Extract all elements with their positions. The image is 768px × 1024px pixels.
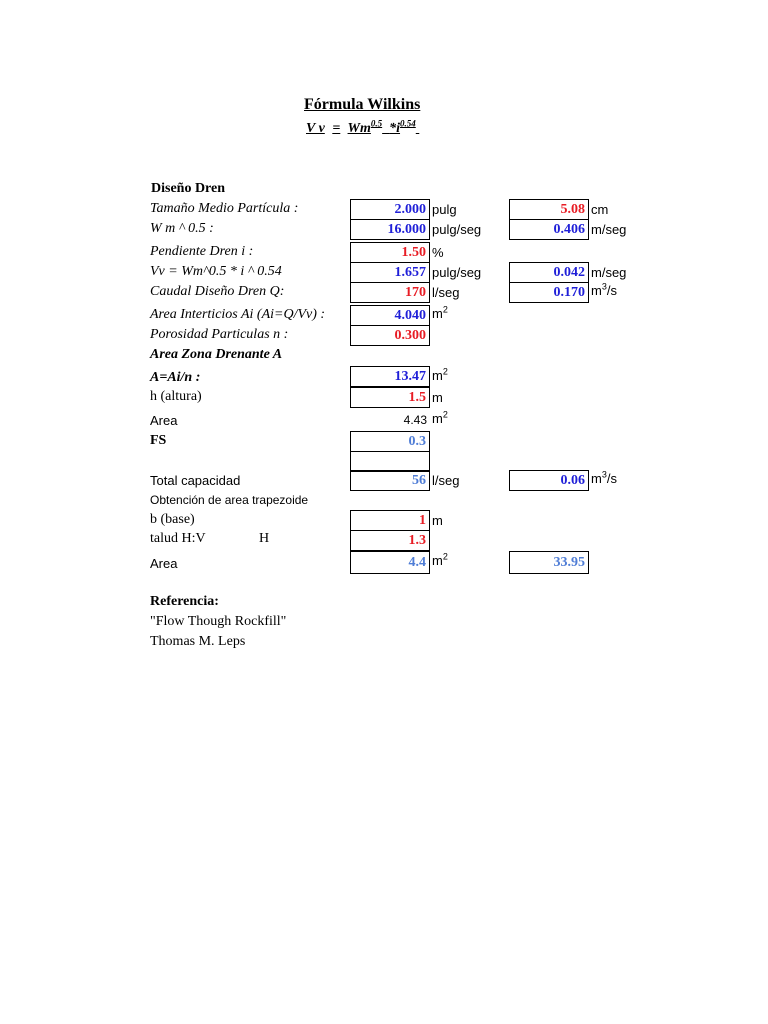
label-obtencion-area: Obtención de area trapezoide bbox=[150, 493, 309, 507]
label-porosidad: Porosidad Particulas n : bbox=[150, 327, 289, 342]
cell-area-trapezoide[interactable]: 4.4 bbox=[350, 551, 430, 574]
cell-vv-mseg[interactable]: 0.042 bbox=[509, 262, 589, 283]
label-pendiente: Pendiente Dren i : bbox=[150, 244, 254, 259]
formula-mult: *i bbox=[389, 121, 401, 136]
cell-area-trapezoide-2[interactable]: 33.95 bbox=[509, 551, 589, 574]
label-a-ai-n: A=Ai/n : bbox=[150, 370, 201, 385]
label-talud: talud H:V bbox=[150, 531, 206, 546]
cell-empty[interactable] bbox=[350, 451, 430, 472]
formula-wm: Wm bbox=[347, 121, 371, 136]
cell-wm-mseg[interactable]: 0.406 bbox=[509, 219, 589, 240]
unit-pulg: pulg bbox=[432, 202, 457, 217]
cell-total-m3s[interactable]: 0.06 bbox=[509, 470, 589, 491]
unit-m2: $m^2$ bbox=[432, 551, 448, 568]
cell-tamano-cm[interactable]: 5.08 bbox=[509, 199, 589, 220]
cell-wm-pulgseg[interactable]: 16.000 bbox=[350, 219, 430, 240]
label-caudal: Caudal Diseño Dren Q: bbox=[150, 284, 285, 299]
cell-b-base[interactable]: 1 bbox=[350, 510, 430, 531]
cell-total-lseg[interactable]: 56 bbox=[350, 470, 430, 491]
unit-m3-s: $m^3/s$ bbox=[591, 469, 617, 486]
unit-pulg-seg: pulg/seg bbox=[432, 222, 482, 237]
unit-cm: cm bbox=[591, 202, 609, 217]
unit-l-seg: l/seg bbox=[432, 285, 460, 300]
cell-pendiente[interactable]: 1.50 bbox=[350, 242, 430, 263]
unit-percent: % bbox=[432, 245, 444, 260]
label-area: Area bbox=[150, 413, 178, 428]
cell-talud[interactable]: 1.3 bbox=[350, 530, 430, 551]
cell-tamano-pulg[interactable]: 2.000 bbox=[350, 199, 430, 220]
referencia-heading: Referencia: bbox=[150, 594, 219, 609]
cell-h-altura[interactable]: 1.5 bbox=[350, 387, 430, 408]
unit-m2: $m^2$ bbox=[432, 366, 448, 383]
cell-caudal-m3s[interactable]: 0.170 bbox=[509, 282, 589, 303]
formula-exponent-1: 0.5 bbox=[370, 118, 383, 129]
unit-m-seg: m/seg bbox=[591, 222, 627, 237]
label-area-zona-drenante: Area Zona Drenante A bbox=[150, 347, 283, 362]
unit-m: m bbox=[432, 513, 443, 528]
referencia-author: Thomas M. Leps bbox=[150, 634, 246, 649]
unit-m: m bbox=[432, 390, 443, 405]
formula-lhs: V v bbox=[306, 121, 325, 136]
cell-vv-pulgseg[interactable]: 1.657 bbox=[350, 262, 430, 283]
cell-caudal-lseg[interactable]: 170 bbox=[350, 282, 430, 303]
unit-pulg-seg: pulg/seg bbox=[432, 265, 482, 280]
cell-fs[interactable]: 0.3 bbox=[350, 431, 430, 452]
section-diseno-dren: Diseño Dren bbox=[151, 181, 226, 196]
label-h-altura: h (altura) bbox=[150, 389, 202, 404]
label-fs: FS bbox=[150, 433, 167, 448]
unit-m3-s: $m^3/s$ bbox=[591, 281, 617, 298]
formula-spacer bbox=[416, 121, 420, 136]
value-area: 4.43 bbox=[403, 413, 427, 427]
cell-area-interticios[interactable]: 4.040 bbox=[350, 305, 430, 326]
formula-equals: = bbox=[332, 121, 341, 136]
label-b-base: b (base) bbox=[150, 512, 195, 527]
cell-porosidad[interactable]: 0.300 bbox=[350, 325, 430, 346]
page-title: Fórmula Wilkins bbox=[304, 96, 421, 113]
label-wm: W m ^ 0.5 : bbox=[150, 221, 214, 236]
formula-exponent-2: 0.54 bbox=[400, 118, 416, 129]
wilkins-formula bbox=[306, 118, 419, 137]
label-area-trapezoide: Area bbox=[150, 556, 178, 571]
cell-a-ai-n[interactable]: 13.47 bbox=[350, 366, 430, 387]
unit-l-seg: l/seg bbox=[432, 473, 460, 488]
unit-m2: $m^2$ bbox=[432, 409, 448, 426]
label-vv: Vv = Wm^0.5 * i ^ 0.54 bbox=[150, 264, 282, 279]
label-talud-h: H bbox=[259, 531, 270, 546]
label-total-capacidad: Total capacidad bbox=[150, 473, 241, 488]
label-area-interticios: Area Interticios Ai (Ai=Q/Vv) : bbox=[150, 307, 326, 322]
referencia-title: "Flow Though Rockfill" bbox=[150, 614, 287, 629]
unit-m2: $m^2$ bbox=[432, 304, 448, 321]
label-tamano: Tamaño Medio Partícula : bbox=[150, 201, 299, 216]
unit-m-seg: m/seg bbox=[591, 265, 627, 280]
